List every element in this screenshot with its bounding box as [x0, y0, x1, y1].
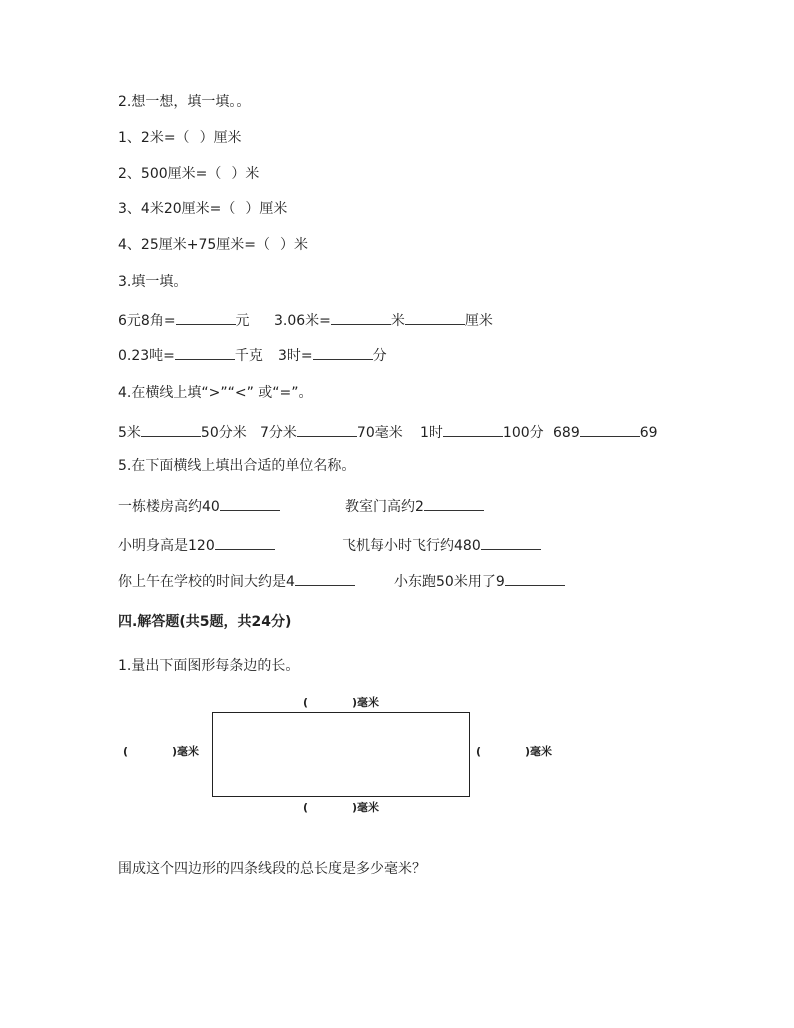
answer-blank[interactable]	[175, 345, 235, 360]
paren-close: ）	[245, 201, 260, 217]
unit-label: 元	[235, 313, 250, 329]
answer-blank[interactable]	[443, 422, 503, 437]
unit-label: )毫米	[352, 696, 380, 709]
compare-item-3	[420, 422, 544, 442]
paren-close: ）	[199, 130, 214, 146]
unit-item-4	[342, 535, 541, 555]
item-text: 小东跑50米用了9	[394, 574, 505, 590]
unit-item-2	[345, 496, 484, 516]
fill-item-ton	[118, 345, 263, 365]
bottom-side-label	[303, 801, 379, 815]
answer-blank[interactable]	[297, 422, 357, 437]
answer-blank[interactable]	[331, 310, 391, 325]
paren-close: ）	[231, 166, 246, 182]
solve-section-title: 四.解答题(共5题，共24分)	[118, 614, 292, 630]
answer-blank[interactable]	[176, 310, 236, 325]
compare-left: 5米	[118, 425, 141, 441]
section-3-title: 3.填一填。	[118, 274, 188, 290]
question-text: 2米=（	[140, 130, 190, 146]
unit-label: 米	[294, 237, 309, 253]
solve-question-1: 1.量出下面图形每条边的长。	[118, 658, 300, 674]
answer-blank[interactable]	[313, 345, 373, 360]
compare-right: 69	[639, 425, 658, 441]
unit-item-3	[118, 535, 275, 555]
question-2-1	[118, 129, 242, 147]
compare-right: 70毫米	[356, 425, 403, 441]
paren-open: (	[303, 801, 309, 814]
compare-right: 50分米	[200, 425, 247, 441]
answer-blank[interactable]	[295, 571, 355, 586]
answer-blank[interactable]	[481, 535, 541, 550]
unit-label: 千克	[234, 348, 263, 364]
item-text: 你上午在学校的时间大约是4	[118, 574, 295, 590]
item-text: 飞机每小时飞行约480	[342, 538, 481, 554]
question-number: 2、	[118, 166, 141, 182]
compare-item-1	[118, 422, 247, 442]
compare-left: 689	[553, 425, 580, 441]
section-2-title: 2.想一想，填一填。。	[118, 94, 251, 110]
fill-item-yuan	[118, 310, 250, 330]
left-side-label	[123, 745, 199, 759]
compare-item-4	[553, 422, 658, 442]
question-number: 3、	[118, 201, 141, 217]
question-text: 500厘米=（	[140, 166, 222, 182]
unit-item-5	[118, 571, 355, 591]
item-text: 一栋楼房高约40	[118, 499, 220, 515]
item-text: 0.23吨=	[118, 348, 175, 364]
item-text: 小明身高是120	[118, 538, 215, 554]
top-side-label	[303, 696, 379, 710]
answer-blank[interactable]	[424, 496, 484, 511]
answer-blank[interactable]	[580, 422, 640, 437]
answer-blank[interactable]	[141, 422, 201, 437]
solve-question-total: 围成这个四边形的四条线段的总长度是多少毫米？	[118, 861, 426, 877]
rectangle-figure	[212, 712, 470, 797]
paren-open: (	[476, 745, 482, 758]
answer-blank[interactable]	[215, 535, 275, 550]
question-2-3	[118, 200, 287, 218]
question-text: 4米20厘米=（	[140, 201, 236, 217]
answer-blank[interactable]	[220, 496, 280, 511]
item-text: 3时=	[278, 348, 313, 364]
right-side-label	[476, 745, 552, 759]
section-4-title: 4.在横线上填“>”“<” 或“=”。	[118, 385, 313, 401]
answer-blank[interactable]	[505, 571, 565, 586]
unit-label: 厘米	[213, 130, 242, 146]
compare-left: 1时	[420, 425, 443, 441]
unit-item-6	[394, 571, 565, 591]
unit-label: )毫米	[525, 745, 553, 758]
question-2-2	[118, 165, 259, 183]
unit-label: )毫米	[172, 745, 200, 758]
answer-blank[interactable]	[405, 310, 465, 325]
section-5-title: 5.在下面横线上填出合适的单位名称。	[118, 458, 356, 474]
unit-label: 分	[372, 348, 387, 364]
paren-open: (	[303, 696, 309, 709]
question-number: 4、	[118, 237, 141, 253]
paren-close: ）	[280, 237, 295, 253]
item-text: 3.06米=	[274, 313, 331, 329]
compare-left: 7分米	[260, 425, 297, 441]
unit-label: 米	[390, 313, 405, 329]
fill-item-hour	[278, 345, 387, 365]
unit-item-1	[118, 496, 280, 516]
fill-item-meter	[274, 310, 493, 330]
question-number: 1、	[118, 130, 141, 146]
paren-open: (	[123, 745, 129, 758]
question-2-4	[118, 236, 308, 254]
unit-label: 厘米	[259, 201, 288, 217]
item-text: 6元8角=	[118, 313, 176, 329]
unit-label: 厘米	[464, 313, 493, 329]
question-text: 25厘米+75厘米=（	[140, 237, 271, 253]
item-text: 教室门高约2	[345, 499, 424, 515]
unit-label: 米	[245, 166, 260, 182]
compare-item-2	[260, 422, 403, 442]
unit-label: )毫米	[352, 801, 380, 814]
compare-right: 100分	[502, 425, 544, 441]
